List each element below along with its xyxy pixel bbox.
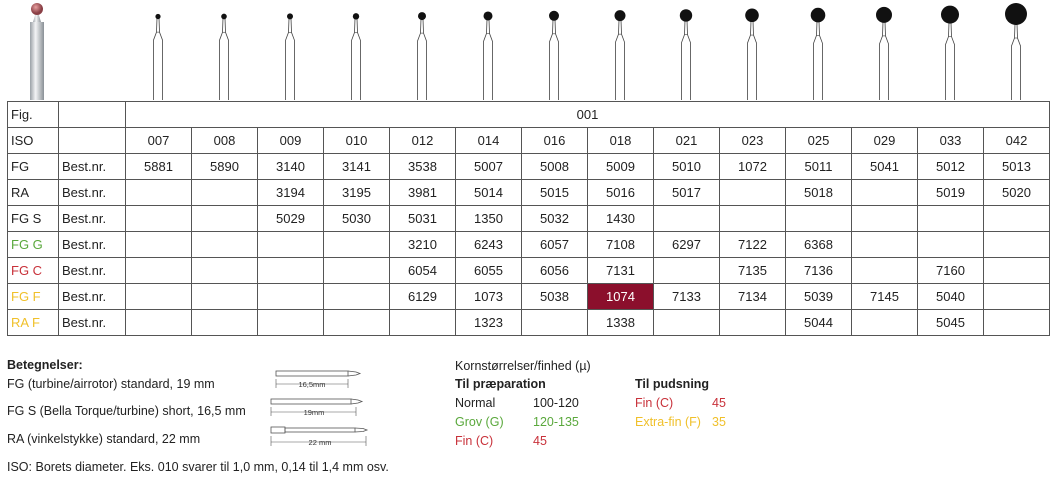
table-row (8, 180, 1050, 206)
row-sub-label: Best.nr. (59, 180, 126, 206)
iso-size-cell: 029 (852, 128, 918, 154)
order-number-cell: 5016 (588, 180, 654, 206)
bur-drawing (286, 13, 295, 100)
order-number-cell: 6368 (786, 232, 852, 258)
row-sub-label: Best.nr. (59, 154, 126, 180)
order-number-cell: 5045 (918, 310, 984, 336)
polish-extrafin-name: Extra-fin (F) (635, 415, 701, 429)
order-number-cell: 7145 (852, 284, 918, 310)
len3-label: 22 mm (308, 438, 332, 447)
order-number-cell (192, 206, 258, 232)
order-number-cell: 5881 (126, 154, 192, 180)
order-number-cell: 7133 (654, 284, 720, 310)
iso-size-cell: 023 (720, 128, 786, 154)
order-number-cell (918, 206, 984, 232)
order-number-cell: 5041 (852, 154, 918, 180)
iso-size-cell: 008 (192, 128, 258, 154)
iso-row (8, 128, 1050, 154)
order-number-cell (324, 232, 390, 258)
order-number-cell (258, 284, 324, 310)
prep-heading: Til præparation (455, 377, 546, 391)
order-number-cell: 5044 (786, 310, 852, 336)
fg-length-diagram (268, 396, 368, 420)
bur-drawing (615, 10, 626, 100)
order-number-cell: 6243 (456, 232, 522, 258)
order-number-cell (984, 206, 1050, 232)
bur-drawing (418, 12, 427, 100)
iso-size-cell: 018 (588, 128, 654, 154)
order-number-cell: 5013 (984, 154, 1050, 180)
order-number-cell (192, 232, 258, 258)
order-number-cell: 5017 (654, 180, 720, 206)
bur-drawing (154, 14, 163, 100)
order-number-cell: 7160 (918, 258, 984, 284)
grit-title: Kornstørrelser/finhed (µ) (455, 359, 591, 373)
fig-row (8, 102, 1050, 128)
order-number-cell: 5010 (654, 154, 720, 180)
order-number-cell (192, 258, 258, 284)
order-number-cell: 5031 (390, 206, 456, 232)
order-number-cell (654, 206, 720, 232)
order-number-cell (126, 180, 192, 206)
order-number-cell: 5008 (522, 154, 588, 180)
order-number-cell: 5030 (324, 206, 390, 232)
bur-drawing (876, 7, 892, 100)
order-number-cell: 5019 (918, 180, 984, 206)
order-number-cell (390, 310, 456, 336)
prep-fin-value: 45 (533, 434, 547, 448)
order-number-cell: 5009 (588, 154, 654, 180)
order-number-cell: 5038 (522, 284, 588, 310)
order-number-cell (720, 206, 786, 232)
iso-size-cell: 016 (522, 128, 588, 154)
table-row (8, 232, 1050, 258)
len2-label: 19mm (303, 408, 325, 417)
polish-extrafin-value: 35 (712, 415, 726, 429)
iso-size-cell: 012 (390, 128, 456, 154)
row-label: FG S (8, 206, 59, 232)
order-number-cell: 7134 (720, 284, 786, 310)
ra-length-diagram (268, 424, 378, 450)
highlighted-order-number-cell: 1074 (588, 284, 654, 310)
fig-label: Fig. (8, 102, 59, 128)
order-number-cell: 5029 (258, 206, 324, 232)
order-number-cell: 5039 (786, 284, 852, 310)
order-number-cell (984, 258, 1050, 284)
fig-empty-cell (59, 102, 126, 128)
order-number-cell: 1350 (456, 206, 522, 232)
iso-size-cell: 042 (984, 128, 1050, 154)
order-number-cell (720, 310, 786, 336)
bur-drawing (352, 13, 361, 100)
legend-iso: ISO: Borets diameter. Eks. 010 svarer til 1,0 mm, 0,14 til 1,4 mm osv. (7, 460, 389, 474)
prep-grov-value: 120-135 (533, 415, 579, 429)
order-number-cell: 5890 (192, 154, 258, 180)
row-label: FG G (8, 232, 59, 258)
polish-fin-value: 45 (712, 396, 726, 410)
order-number-cell: 3194 (258, 180, 324, 206)
order-number-cell: 3195 (324, 180, 390, 206)
order-number-cell: 5012 (918, 154, 984, 180)
order-number-cell: 6054 (390, 258, 456, 284)
row-label: FG F (8, 284, 59, 310)
bur-photo (30, 3, 44, 100)
order-number-cell: 5018 (786, 180, 852, 206)
order-number-cell: 3538 (390, 154, 456, 180)
row-sub-label: Best.nr. (59, 310, 126, 336)
bur-drawing (1005, 3, 1027, 100)
order-number-cell: 5007 (456, 154, 522, 180)
order-number-cell (324, 310, 390, 336)
order-number-cell: 6056 (522, 258, 588, 284)
order-number-cell: 1430 (588, 206, 654, 232)
order-number-cell (126, 310, 192, 336)
iso-size-cell: 025 (786, 128, 852, 154)
order-number-cell: 3981 (390, 180, 456, 206)
fig-value: 001 (126, 102, 1050, 128)
order-number-cell: 7131 (588, 258, 654, 284)
order-number-cell (852, 180, 918, 206)
order-number-cell: 6129 (390, 284, 456, 310)
order-number-cell (126, 284, 192, 310)
legend-ra: RA (vinkelstykke) standard, 22 mm (7, 432, 201, 446)
order-number-cell (852, 206, 918, 232)
table-row (8, 154, 1050, 180)
order-number-cell: 7108 (588, 232, 654, 258)
legend-fg: FG (turbine/airrotor) standard, 19 mm (7, 377, 215, 391)
legend-heading: Betegnelser: (7, 358, 83, 372)
iso-empty-cell (59, 128, 126, 154)
legend-fgs: FG S (Bella Torque/turbine) short, 16,5 mm (7, 404, 246, 418)
order-number-cell (258, 310, 324, 336)
order-number-cell (852, 310, 918, 336)
bur-drawing (680, 9, 692, 100)
order-number-cell: 5032 (522, 206, 588, 232)
order-number-cell: 5040 (918, 284, 984, 310)
order-number-cell (192, 284, 258, 310)
prep-normal-value: 100-120 (533, 396, 579, 410)
len1-label: 16,5mm (298, 380, 326, 389)
order-number-cell: 6057 (522, 232, 588, 258)
iso-size-cell: 007 (126, 128, 192, 154)
order-number-cell (126, 232, 192, 258)
bur-drawing (745, 8, 759, 100)
iso-label: ISO (8, 128, 59, 154)
row-label: RA (8, 180, 59, 206)
iso-size-cell: 014 (456, 128, 522, 154)
table-row (8, 310, 1050, 336)
order-number-cell: 1072 (720, 154, 786, 180)
row-label: RA F (8, 310, 59, 336)
order-number-cell (324, 284, 390, 310)
order-number-cell: 5014 (456, 180, 522, 206)
order-number-cell: 5011 (786, 154, 852, 180)
order-number-cell (984, 284, 1050, 310)
order-number-cell (126, 258, 192, 284)
order-number-cell: 5015 (522, 180, 588, 206)
polish-fin-name: Fin (C) (635, 396, 674, 410)
order-number-cell: 3141 (324, 154, 390, 180)
order-number-cell (786, 206, 852, 232)
order-number-cell: 3140 (258, 154, 324, 180)
iso-size-cell: 010 (324, 128, 390, 154)
order-number-cell (984, 232, 1050, 258)
order-number-cell: 7135 (720, 258, 786, 284)
order-number-cell: 7136 (786, 258, 852, 284)
table-row (8, 258, 1050, 284)
row-sub-label: Best.nr. (59, 206, 126, 232)
table-row (8, 284, 1050, 310)
order-number-cell: 5020 (984, 180, 1050, 206)
order-number-cell: 6297 (654, 232, 720, 258)
bur-drawing (549, 11, 559, 100)
order-number-cell (192, 310, 258, 336)
order-number-cell (918, 232, 984, 258)
order-number-cell (258, 232, 324, 258)
row-sub-label: Best.nr. (59, 258, 126, 284)
order-number-cell (324, 258, 390, 284)
polish-heading: Til pudsning (635, 377, 710, 391)
prep-normal-name: Normal (455, 396, 496, 410)
order-number-cell: 3210 (390, 232, 456, 258)
bur-drawing (941, 6, 959, 100)
order-number-cell (654, 258, 720, 284)
fgs-length-diagram (268, 368, 368, 392)
order-number-cell (258, 258, 324, 284)
order-number-cell: 1323 (456, 310, 522, 336)
order-number-cell (720, 180, 786, 206)
order-number-cell: 6055 (456, 258, 522, 284)
prep-grov-name: Grov (G) (455, 415, 504, 429)
order-number-cell (852, 232, 918, 258)
prep-fin-name: Fin (C) (455, 434, 494, 448)
iso-size-cell: 021 (654, 128, 720, 154)
iso-size-cell: 009 (258, 128, 324, 154)
bur-illustrations (0, 0, 1060, 100)
order-number-cell (654, 310, 720, 336)
bur-spec-table (7, 101, 1050, 336)
order-number-cell (126, 206, 192, 232)
order-number-cell (192, 180, 258, 206)
table-row (8, 206, 1050, 232)
row-sub-label: Best.nr. (59, 232, 126, 258)
order-number-cell: 1073 (456, 284, 522, 310)
order-number-cell: 7122 (720, 232, 786, 258)
bur-drawing (811, 8, 826, 100)
row-label: FG (8, 154, 59, 180)
order-number-cell (522, 310, 588, 336)
row-label: FG C (8, 258, 59, 284)
order-number-cell (984, 310, 1050, 336)
order-number-cell: 1338 (588, 310, 654, 336)
row-sub-label: Best.nr. (59, 284, 126, 310)
bur-drawing (220, 14, 229, 100)
bur-drawing (484, 11, 493, 100)
iso-size-cell: 033 (918, 128, 984, 154)
order-number-cell (852, 258, 918, 284)
